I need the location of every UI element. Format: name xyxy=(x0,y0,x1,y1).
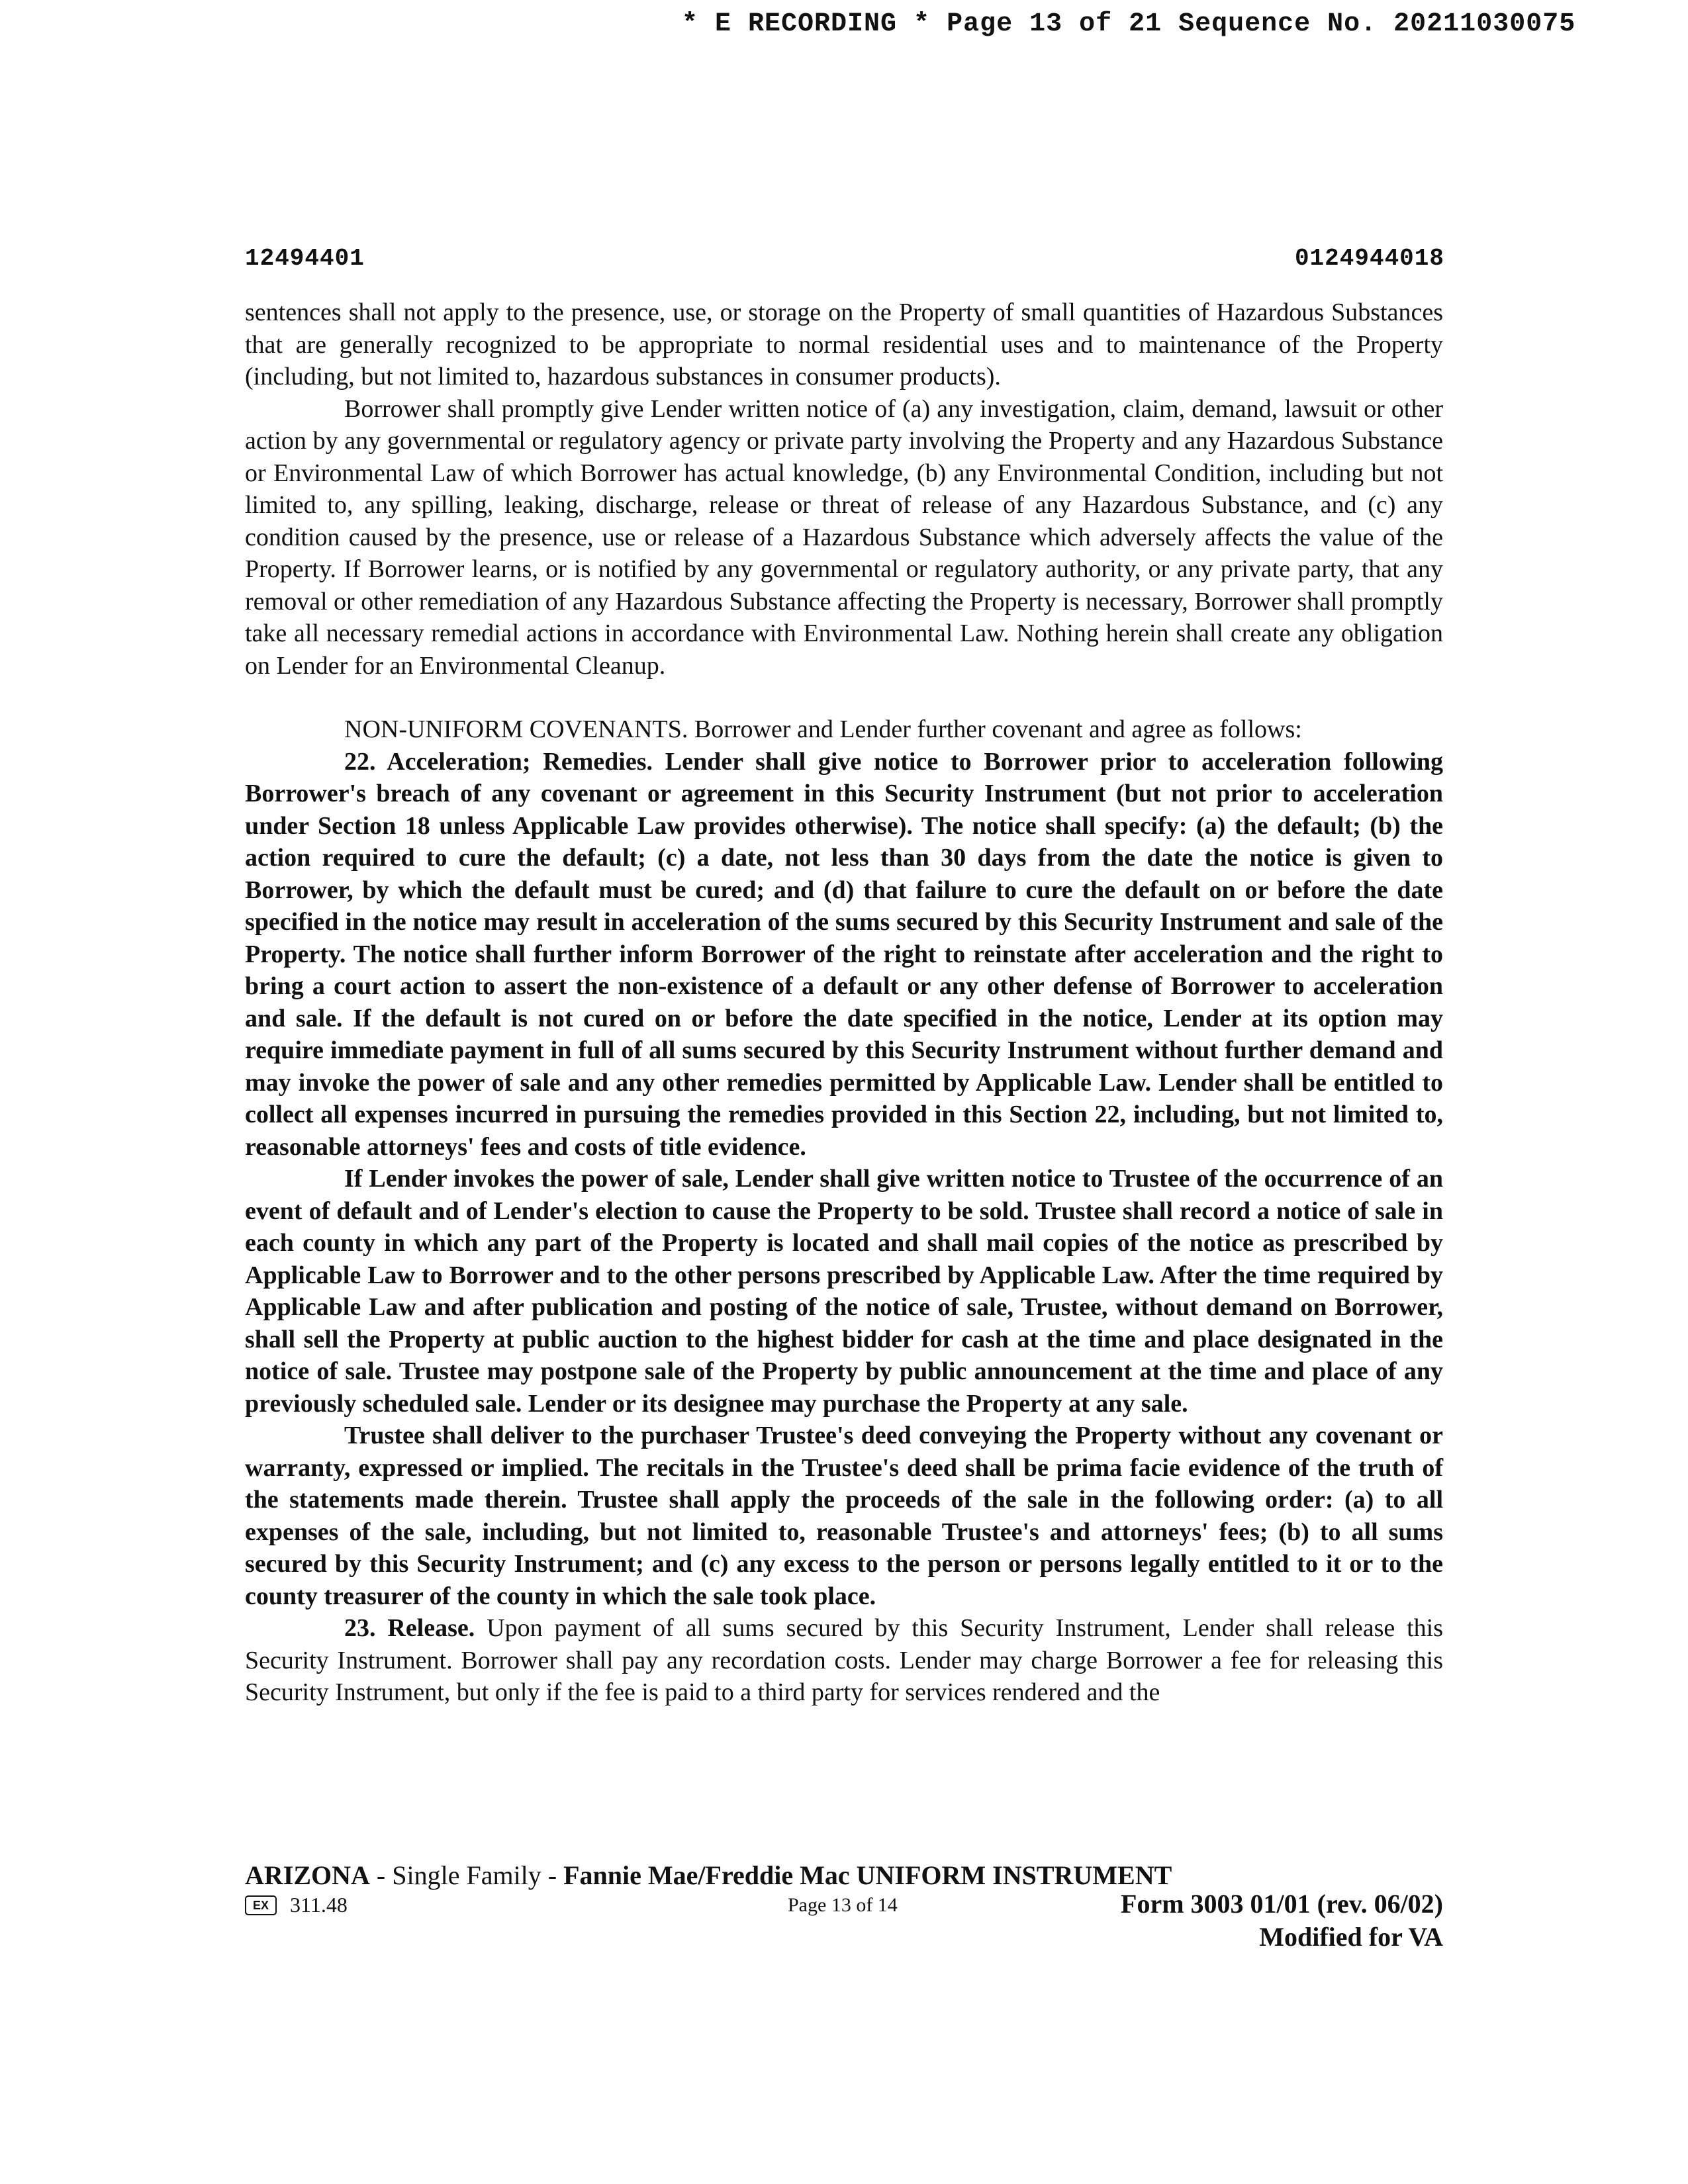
document-body xyxy=(245,296,1443,1709)
footer-state: ARIZONA xyxy=(245,1860,370,1890)
paragraph-acceleration-remedies: 22. Acceleration; Remedies. Lender shall give notice to Borrower prior to acceleration following Borrower's breach of any covenant or agreement in this Security Instrument (but not prior to acceleration under Section 18 unless Applicable Law provides otherwise). The notice shall specify: (a) the default; (b) the action required to cure the default; (c) a date, not less than 30 days from the date the notice is given to Borrower, by which the default must be cured; and (d) that failure to cure the default on or before the date specified in the notice may result in acceleration of the sums secured by this Security Instrument and sale of the Property. The notice shall further inform Borrower of the right to reinstate after acceleration and the right to bring a court action to assert the non-existence of a default or any other defense of Borrower to acceleration and sale. If the default is not cured on or before the date specified in the notice, Lender at its option may require immediate payment in full of all sums secured by this Security Instrument without further demand and may invoke the power of sale and any other remedies permitted by Applicable Law. Lender shall be entitled to collect all expenses incurred in pursuing the remedies provided in this Section 22, including, but not limited to, reasonable attorneys' fees and costs of title evidence. xyxy=(245,747,1443,1161)
footer-ex-code: 311.48 xyxy=(290,1893,348,1917)
paragraph-trustee-deed: Trustee shall deliver to the purchaser Trustee's deed conveying the Property without any covenant or warranty, expressed or implied. The recitals in the Trustee's deed shall be prima facie evidence of the truth of the statements made therein. Trustee shall apply the proceeds of the sale in the following order: (a) to all expenses of the sale, including, but not limited to, reasonable Trustee's and attorneys' fees; (b) to all sums secured by this Security Instrument; and (c) any excess to the person or persons legally entitled to it or to the county treasurer of the county in which the sale took place. xyxy=(245,1422,1443,1610)
ex-logo-icon: EX xyxy=(245,1895,277,1915)
footer-instrument-title xyxy=(245,1860,1172,1891)
paragraph-power-of-sale: If Lender invokes the power of sale, Lender shall give written notice to Trustee of the occurrence of an event of default and of Lender's election to cause the Property to be sold. Trustee shall record a notice of sale in each county in which any part of the Property is located and shall mail copies of the notice as prescribed by Applicable Law to Borrower and to the other persons prescribed by Applicable Law. After the time required by Applicable Law and after publication and posting of the notice of sale, Trustee, without demand on Borrower, shall sell the Property at public auction to the highest bidder for cash at the time and place designated in the notice of sale. Trustee may postpone sale of the Property by public announcement at the time and place of any previously scheduled sale. Lender or its designee may purchase the Property at any sale. xyxy=(245,1165,1443,1418)
paragraph-release xyxy=(245,1612,1443,1709)
paragraph-non-uniform-covenants: NON-UNIFORM COVENANTS. Borrower and Lender further covenant and agree as follows: xyxy=(344,715,1302,743)
footer-form-number: Form 3003 01/01 (rev. 06/02) xyxy=(1121,1889,1443,1919)
footer-form-code xyxy=(245,1893,348,1917)
footer-modified-for: Modified for VA xyxy=(1259,1922,1443,1952)
footer-form-info xyxy=(1121,1888,1443,1954)
paragraph-hazardous-substances-continued: sentences shall not apply to the presence, use, or storage on the Property of small quantities of Hazardous Substances that are generally recognized to be appropriate to normal residential uses and to maintenance of the Property (including, but not limited to, hazardous substances in consumer products). xyxy=(245,298,1443,390)
release-body: Upon payment of all sums secured by this Security Instrument, Lender shall release this Security Instrument. Borrower shall pay any recordation costs. Lender may charge Borrower a fee for releasing this Security Instrument, but only if the fee is paid to a third party for services rendered and the xyxy=(245,1614,1443,1706)
recording-header: * E RECORDING * Page 13 of 21 Sequence No. 20211030075 xyxy=(682,9,1576,39)
release-heading: 23. Release. xyxy=(344,1614,475,1642)
loan-id-right: 0124944018 xyxy=(1294,245,1444,272)
footer-instrument: Fannie Mae/Freddie Mac UNIFORM INSTRUMENT xyxy=(563,1860,1172,1890)
footer-page-number: Page 13 of 14 xyxy=(788,1894,898,1916)
loan-id-left: 12494401 xyxy=(245,245,365,272)
footer-separator: - Single Family - xyxy=(369,1860,564,1890)
paragraph-borrower-notice: Borrower shall promptly give Lender written notice of (a) any investigation, claim, demand, lawsuit or other action by any governmental or regulatory agency or private party involving the Property and any Hazardous Substance or Environmental Law of which Borrower has actual knowledge, (b) any Environmental Condition, including but not limited to, any spilling, leaking, discharge, release or threat of release of any Hazardous Substance, and (c) any condition caused by the presence, use or release of a Hazardous Substance which adversely affects the value of the Property. If Borrower learns, or is notified by any governmental or regulatory authority, or any private party, that any removal or other remediation of any Hazardous Substance affecting the Property is necessary, Borrower shall promptly take all necessary remedial actions in accordance with Environmental Law. Nothing herein shall create any obligation on Lender for an Environmental Cleanup. xyxy=(245,394,1443,680)
